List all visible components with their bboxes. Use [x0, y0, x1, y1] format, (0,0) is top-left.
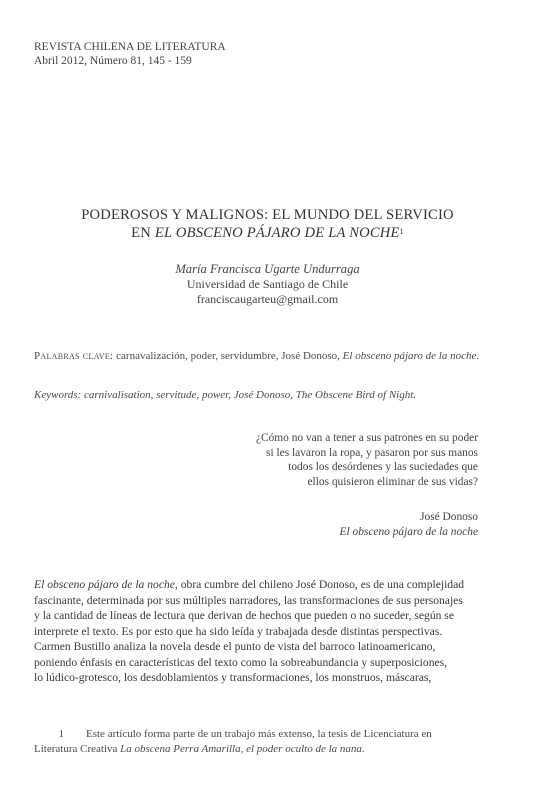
footnote-number: 1: [58, 728, 64, 740]
title-novel-name: EL OBSCENO PÁJARO DE LA NOCHE: [154, 225, 400, 241]
author-affiliation: Universidad de Santiago de Chile: [186, 277, 349, 291]
keywords-spanish: [34, 349, 504, 363]
footnote: [34, 727, 504, 756]
epigraph-author: José Donoso: [420, 511, 478, 523]
body-line: [34, 577, 504, 593]
body-first-rest: , obra cumbre del chileno José Donoso, es de una complejidad: [174, 578, 465, 591]
footnote-text-1: Este artículo forma parte de un trabajo más extenso, la tesis de Licenciatura en: [86, 728, 432, 740]
body-line: fascinante, determinada por sus múltiples narradores, las transformaciones de sus personajes: [34, 593, 463, 607]
epigraph-source: El obsceno pájaro de la noche: [339, 525, 478, 538]
epigraph-line: si les lavaron la ropa, y pasaron por sus manos: [266, 446, 478, 459]
title-line-2: [34, 224, 501, 242]
keywords-es-text: carnavalización, poder, servidumbre, José Donoso,: [113, 350, 343, 362]
footnote-text-2: Literatura Creativa: [34, 742, 121, 755]
title-line-2-prefix: EN: [131, 225, 155, 241]
body-line: poniendo énfasis en características del texto como la sobreabundancia y superposiciones,: [34, 655, 448, 669]
body-line: y la cantidad de líneas de lectura que derivan de hechos que pueden o no suceder, según se: [34, 609, 454, 622]
footnote-thesis-title: La obscena Perra Amarilla, el poder oculto de la nana: [120, 742, 362, 755]
body-line: Carmen Bustillo analiza la novela desde el punto de vista del barroco latinoamericano,: [34, 640, 436, 653]
footnote-end: .: [361, 742, 365, 755]
journal-name: REVISTA CHILENA DE LITERATURA: [34, 41, 226, 53]
epigraph-quote: [200, 431, 478, 489]
epigraph-line: todos los desórdenes y las suciedades que: [288, 461, 478, 474]
author-name: María Francisca Ugarte Undurraga: [175, 262, 360, 276]
keywords-en-label: Keywords:: [34, 389, 82, 401]
author-email[interactable]: franciscaugarteu@gmail.com: [196, 292, 339, 306]
keywords-es-italic: El obsceno pájaro de la noche: [342, 350, 477, 362]
article-title: [34, 206, 501, 242]
title-footnote-mark[interactable]: 1: [399, 227, 404, 236]
title-line-1: PODEROSOS Y MALIGNOS: EL MUNDO DEL SERVICIO: [81, 207, 454, 223]
journal-header: [34, 40, 226, 68]
body-line: lo lúdico-grotesco, los desdoblamientos y transformaciones, los monstruos, máscaras,: [34, 671, 432, 684]
keywords-english: [34, 388, 504, 402]
footnote-line-1: [34, 727, 504, 742]
keywords-es-label: Palabras clave:: [34, 350, 114, 362]
keywords-en-text: carnivalisation, servitude, power, José Donoso, The Obscene Bird of Night.: [81, 389, 417, 401]
body-line: interprete el texto. Es por esto que ha sido leída y trabajada desde distintas perspectivas.: [34, 624, 443, 638]
footnote-line-2: [34, 742, 504, 757]
author-block: [34, 262, 501, 307]
body-paragraph: [34, 577, 504, 686]
epigraph-line: ellos quisieron eliminar de sus vidas?: [307, 475, 478, 488]
keywords-es-end: .: [476, 350, 480, 362]
journal-issue: Abril 2012, Número 81, 145 - 159: [34, 55, 192, 67]
body-novel-title: El obsceno pájaro de la noche: [34, 578, 175, 591]
epigraph-line: ¿Cómo no van a tener a sus patrones en su poder: [255, 432, 478, 444]
epigraph-attribution: [200, 510, 478, 539]
